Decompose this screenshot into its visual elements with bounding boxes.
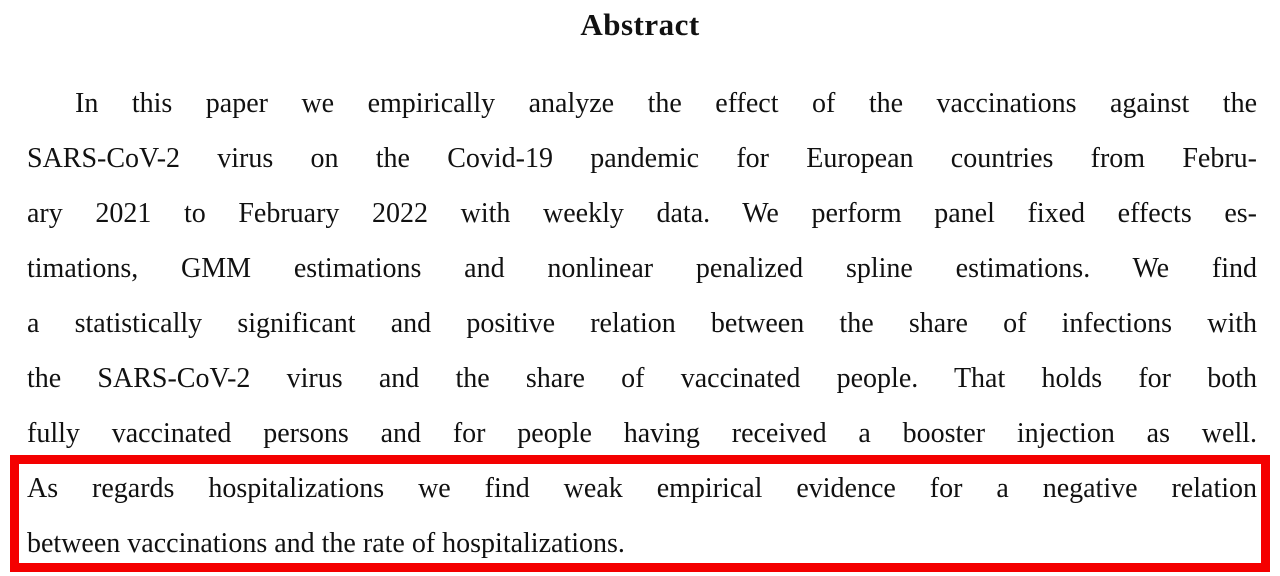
abstract-line-7: fully vaccinated persons and for people having received a booster injection as well.	[27, 418, 1257, 449]
abstract-body	[27, 76, 1257, 571]
abstract-line-6: the SARS-CoV-2 virus and the share of vaccinated people. That holds for both	[27, 363, 1257, 394]
abstract-line-1: In this paper we empirically analyze the effect of the vaccinations against the	[75, 88, 1257, 119]
abstract-line-9: between vaccinations and the rate of hospitalizations.	[27, 528, 625, 559]
abstract-line-4: timations, GMM estimations and nonlinear penalized spline estimations. We find	[27, 253, 1257, 284]
abstract-line-8: As regards hospitalizations we find weak empirical evidence for a negative relation	[27, 473, 1257, 504]
abstract-title: Abstract	[580, 7, 700, 42]
abstract-line-2: SARS-CoV-2 virus on the Covid-19 pandemic for European countries from Febru-	[27, 143, 1257, 174]
abstract-line-3: ary 2021 to February 2022 with weekly data. We perform panel fixed effects es-	[27, 198, 1257, 229]
abstract-line-5: a statistically significant and positive relation between the share of infections with	[27, 308, 1257, 339]
